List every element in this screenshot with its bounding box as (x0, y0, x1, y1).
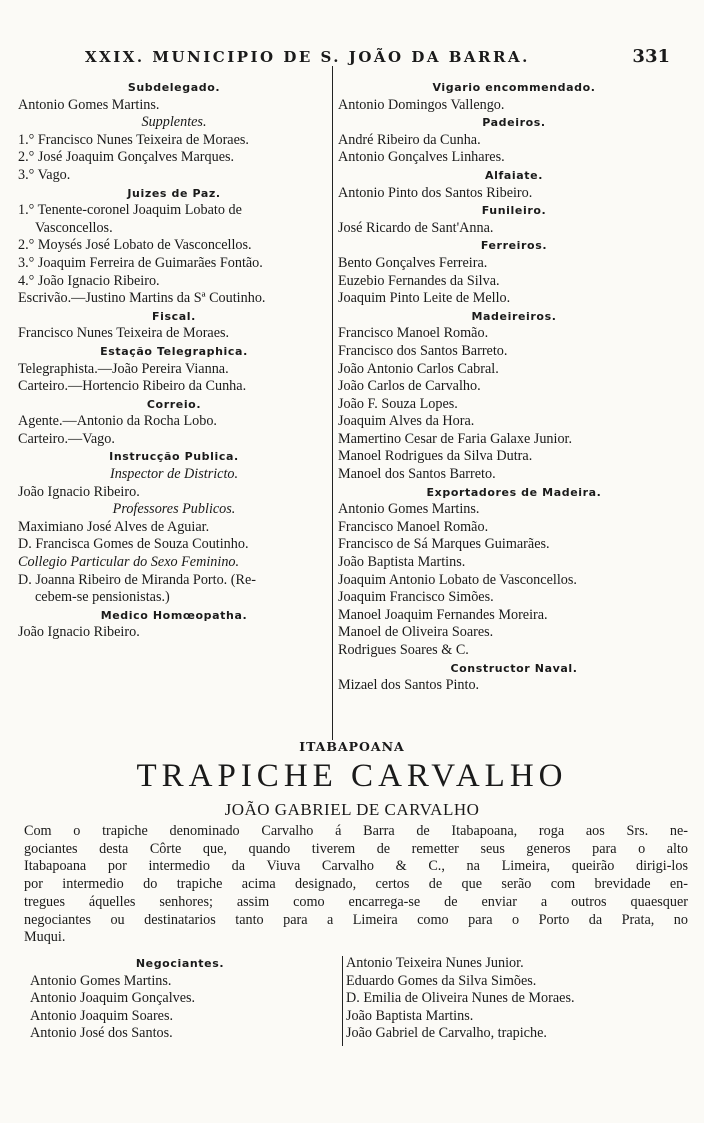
section-heading: Subdelegado. (127, 81, 221, 94)
entry-line: Mizael dos Santos Pinto. (338, 677, 480, 694)
entry-line: João Ignacio Ribeiro. (18, 624, 140, 641)
entry-line: Francisco Manoel Romão. (338, 325, 489, 342)
section-heading: Padeiros. (482, 116, 546, 130)
negociante-entry: Antonio Joaquim Soares. (30, 1007, 174, 1024)
negociante-entry: Antonio José dos Santos. (30, 1025, 173, 1042)
entry-line: Antonio Gomes Martins. (338, 501, 480, 518)
entry-line: 3.° Joaquim Ferreira de Guimarães Fontão. (18, 254, 263, 271)
entry-line: Manoel dos Santos Barreto. (338, 466, 496, 483)
section-heading: Ferreiros. (480, 239, 548, 253)
paragraph-line: gociantes desta Côrte que, quando tiverem de remetter seus generos para o alto (24, 840, 688, 857)
section-heading: Constructor Naval. (450, 661, 578, 675)
paragraph-line: negociantes ou destinatarios tanto para a Limeira como para o Porto da Prata, no (24, 911, 688, 928)
entry-line: Antonio Gonçalves Linhares. (338, 149, 505, 166)
subsection-heading: Collegio Particular do Sexo Feminino. (18, 554, 240, 571)
negociante-entry: Antonio Teixeira Nunes Junior. (346, 955, 524, 971)
negociantes-heading: Negociantes. (135, 957, 225, 970)
section-heading: Estação Telegraphica. (100, 344, 248, 358)
entry-line: D. Francisca Gomes de Souza Coutinho. (18, 536, 249, 553)
running-title: XXIX. MUNICIPIO DE S. JOÃO DA BARRA. (85, 48, 530, 66)
negociante-entry: João Gabriel de Carvalho, trapiche. (346, 1025, 547, 1042)
entry-line: D. Joanna Ribeiro de Miranda Porto. (Re- (18, 571, 256, 588)
entry-line: 1.° Tenente-coronel Joaquim Lobato de (18, 202, 242, 219)
negociante-entry: D. Emilia de Oliveira Nunes de Moraes. (346, 990, 575, 1007)
entry-line: Antonio Domingos Vallengo. (338, 96, 505, 113)
entry-line: 4.° João Ignacio Ribeiro. (18, 272, 160, 289)
column-divider (332, 66, 333, 740)
subsection-heading: Inspector de Districto. (109, 466, 239, 483)
paragraph-line: Itabapoana por intermedio da Viuva Carvalho & C., na Limeira, queirão dirigi-los (24, 858, 688, 875)
advert-title: TRAPICHE CARVALHO (136, 758, 568, 794)
entry-line: Mamertino Cesar de Faria Galaxe Junior. (338, 430, 573, 447)
entry-line: Carteiro.—Vago. (18, 430, 115, 447)
entry-line: Francisco Nunes Teixeira de Moraes. (18, 325, 230, 342)
entry-line: 3.° Vago. (18, 166, 71, 183)
entry-line: José Ricardo de Sant'Anna. (338, 219, 494, 236)
section-heading: Fiscal. (152, 309, 196, 323)
entry-line: João Baptista Martins. (338, 554, 466, 571)
advert-paragraph (24, 823, 688, 947)
page-number: 331 (632, 46, 670, 67)
entry-line: João Ignacio Ribeiro. (18, 483, 140, 500)
entry-line: Maximiano José Alves de Aguiar. (18, 518, 210, 535)
entry-line: Agente.—Antonio da Rocha Lobo. (18, 413, 217, 430)
entry-line: Joaquim Alves da Hora. (338, 413, 475, 430)
entry-line: Telegraphista.—João Pereira Vianna. (18, 360, 229, 377)
entry-line: João Carlos de Carvalho. (338, 378, 481, 395)
entry-continuation: cebem-se pensionistas.) (35, 589, 170, 606)
paragraph-line: Muqui. (24, 929, 66, 946)
negociante-entry: Antonio Gomes Martins. (30, 972, 172, 989)
negociante-entry: João Baptista Martins. (346, 1007, 474, 1024)
section-heading: Medico Homœopatha. (100, 608, 248, 622)
left-column (18, 79, 330, 642)
advert-place: ITABAPOANA (299, 739, 405, 754)
paragraph-line: Com o trapiche denominado Carvalho á Barra de Itabapoana, roga aos Srs. ne- (24, 823, 688, 839)
section-heading: Vigario encommendado. (432, 81, 596, 94)
entry-line: Escrivão.—Justino Martins da Sª Coutinho. (18, 290, 266, 307)
entry-line: Joaquim Francisco Simões. (338, 589, 494, 606)
section-heading: Alfaiate. (485, 168, 543, 182)
entry-line: João F. Souza Lopes. (338, 395, 458, 412)
negociante-entry: Eduardo Gomes da Silva Simões. (346, 972, 537, 989)
negociantes-left (30, 955, 330, 1043)
subsection-heading: Professores Publicos. (112, 501, 236, 518)
entry-line: Manoel Joaquim Fernandes Moreira. (338, 606, 548, 623)
entry-line: João Antonio Carlos Cabral. (338, 360, 499, 377)
entry-line: 2.° Moysés José Lobato de Vasconcellos. (18, 237, 252, 254)
entry-line: Carteiro.—Hortencio Ribeiro da Cunha. (18, 378, 247, 395)
negociantes-right (346, 955, 676, 1043)
entry-line: Francisco de Sá Marques Guimarães. (338, 536, 550, 553)
entry-line: Antonio Pinto dos Santos Ribeiro. (338, 184, 533, 201)
entry-line: Francisco Manoel Romão. (338, 518, 489, 535)
paragraph-line: tregues áquelles senhores; assim como encarrega-se de enviar a outros quaesquer (24, 893, 688, 910)
negociantes-divider (342, 956, 343, 1046)
entry-line: Rodrigues Soares & C. (338, 642, 469, 658)
entry-continuation: Vasconcellos. (35, 219, 113, 236)
entry-line: Euzebio Fernandes da Silva. (338, 272, 500, 289)
advert-subtitle: JOÃO GABRIEL DE CARVALHO (224, 800, 480, 819)
paragraph-line: por intermedio do trapiche acima designado, certos de que serão com brevidade en- (24, 876, 688, 893)
entry-line: 1.° Francisco Nunes Teixeira de Moraes. (18, 131, 249, 148)
right-column (338, 79, 690, 695)
entry-line: 2.° José Joaquim Gonçalves Marques. (18, 149, 235, 166)
entry-line: André Ribeiro da Cunha. (338, 131, 481, 148)
entry-line: Antonio Gomes Martins. (18, 96, 160, 113)
entry-line: Joaquim Pinto Leite de Mello. (338, 290, 511, 307)
section-heading: Juizes de Paz. (127, 186, 221, 200)
section-heading: Funileiro. (481, 204, 547, 218)
entry-line: Joaquim Antonio Lobato de Vasconcellos. (338, 571, 577, 588)
section-heading: Correio. (146, 397, 202, 411)
entry-line: Bento Gonçalves Ferreira. (338, 254, 488, 271)
subsection-heading: Supplentes. (141, 114, 207, 131)
entry-line: Manoel Rodrigues da Silva Dutra. (338, 448, 533, 465)
entry-line: Francisco dos Santos Barreto. (338, 342, 508, 359)
section-heading: Madeireiros. (471, 309, 557, 323)
section-heading: Exportadores de Madeira. (426, 485, 602, 499)
section-heading: Instrucção Publica. (109, 450, 239, 464)
negociante-entry: Antonio Joaquim Gonçalves. (30, 990, 196, 1007)
entry-line: Manoel de Oliveira Soares. (338, 624, 494, 641)
